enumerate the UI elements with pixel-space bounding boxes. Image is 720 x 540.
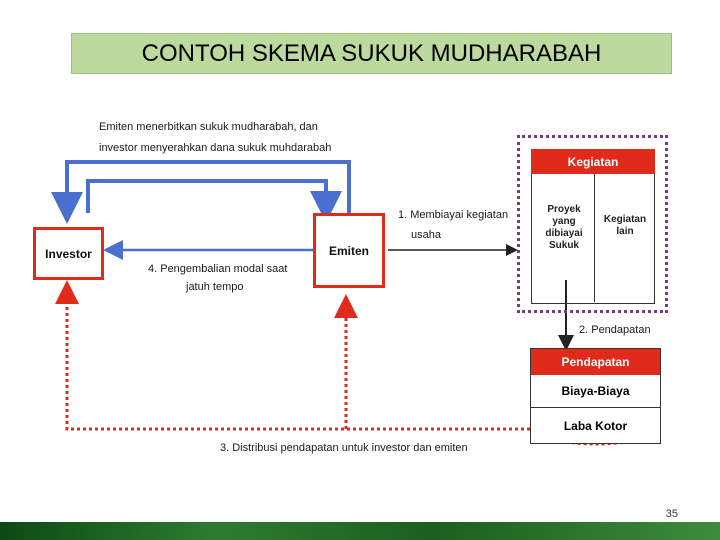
arrow-emiten-to-investor: [67, 162, 349, 213]
pendapatan-label: Pendapatan: [561, 355, 630, 369]
kegiatan-lain-cell: Kegiatan lain: [603, 214, 647, 237]
label-step2: 2. Pendapatan: [579, 324, 651, 336]
pendapatan-box: [530, 348, 661, 444]
kegiatan-frame: [517, 135, 668, 313]
laba-label: Laba Kotor: [563, 419, 628, 433]
emiten-label: Emiten: [328, 243, 369, 258]
footer-bar: [0, 522, 720, 540]
kegiatan-header-label: Kegiatan: [567, 154, 619, 169]
label-step1: 1. Membiayai kegiatan: [398, 209, 509, 221]
label-step1-2: usaha: [411, 229, 441, 241]
biaya-label: Biaya-Biaya: [561, 384, 630, 398]
label-step4: 4. Pengembalian modal saat: [148, 263, 288, 275]
kegiatan-header: [531, 149, 655, 174]
investor-box: [33, 227, 104, 280]
laba-row: [531, 409, 660, 443]
label-step3: 3. Distribusi pendapatan untuk investor dan emiten: [220, 442, 468, 454]
biaya-row: [531, 375, 660, 408]
label-top-flow: Emiten menerbitkan sukuk mudharabah, dan: [99, 121, 318, 133]
emiten-box: [313, 213, 385, 288]
kegiatan-table: [531, 174, 655, 304]
page-number: 35: [665, 508, 678, 520]
label-top-flow-2: investor menyerahkan dana sukuk muhdarabah: [99, 142, 332, 154]
pendapatan-header: [531, 349, 660, 375]
investor-label: Investor: [45, 246, 92, 261]
arrow-distribusi-investor: [67, 292, 530, 429]
label-step4-2: jatuh tempo: [186, 281, 244, 293]
kegiatan-divider: [594, 174, 595, 302]
arrow-investor-to-emiten: [88, 181, 326, 213]
proyek-cell: Proyek yang dibiayai Sukuk: [545, 204, 583, 251]
page-title: CONTOH SKEMA SUKUK MUDHARABAH: [141, 40, 602, 67]
